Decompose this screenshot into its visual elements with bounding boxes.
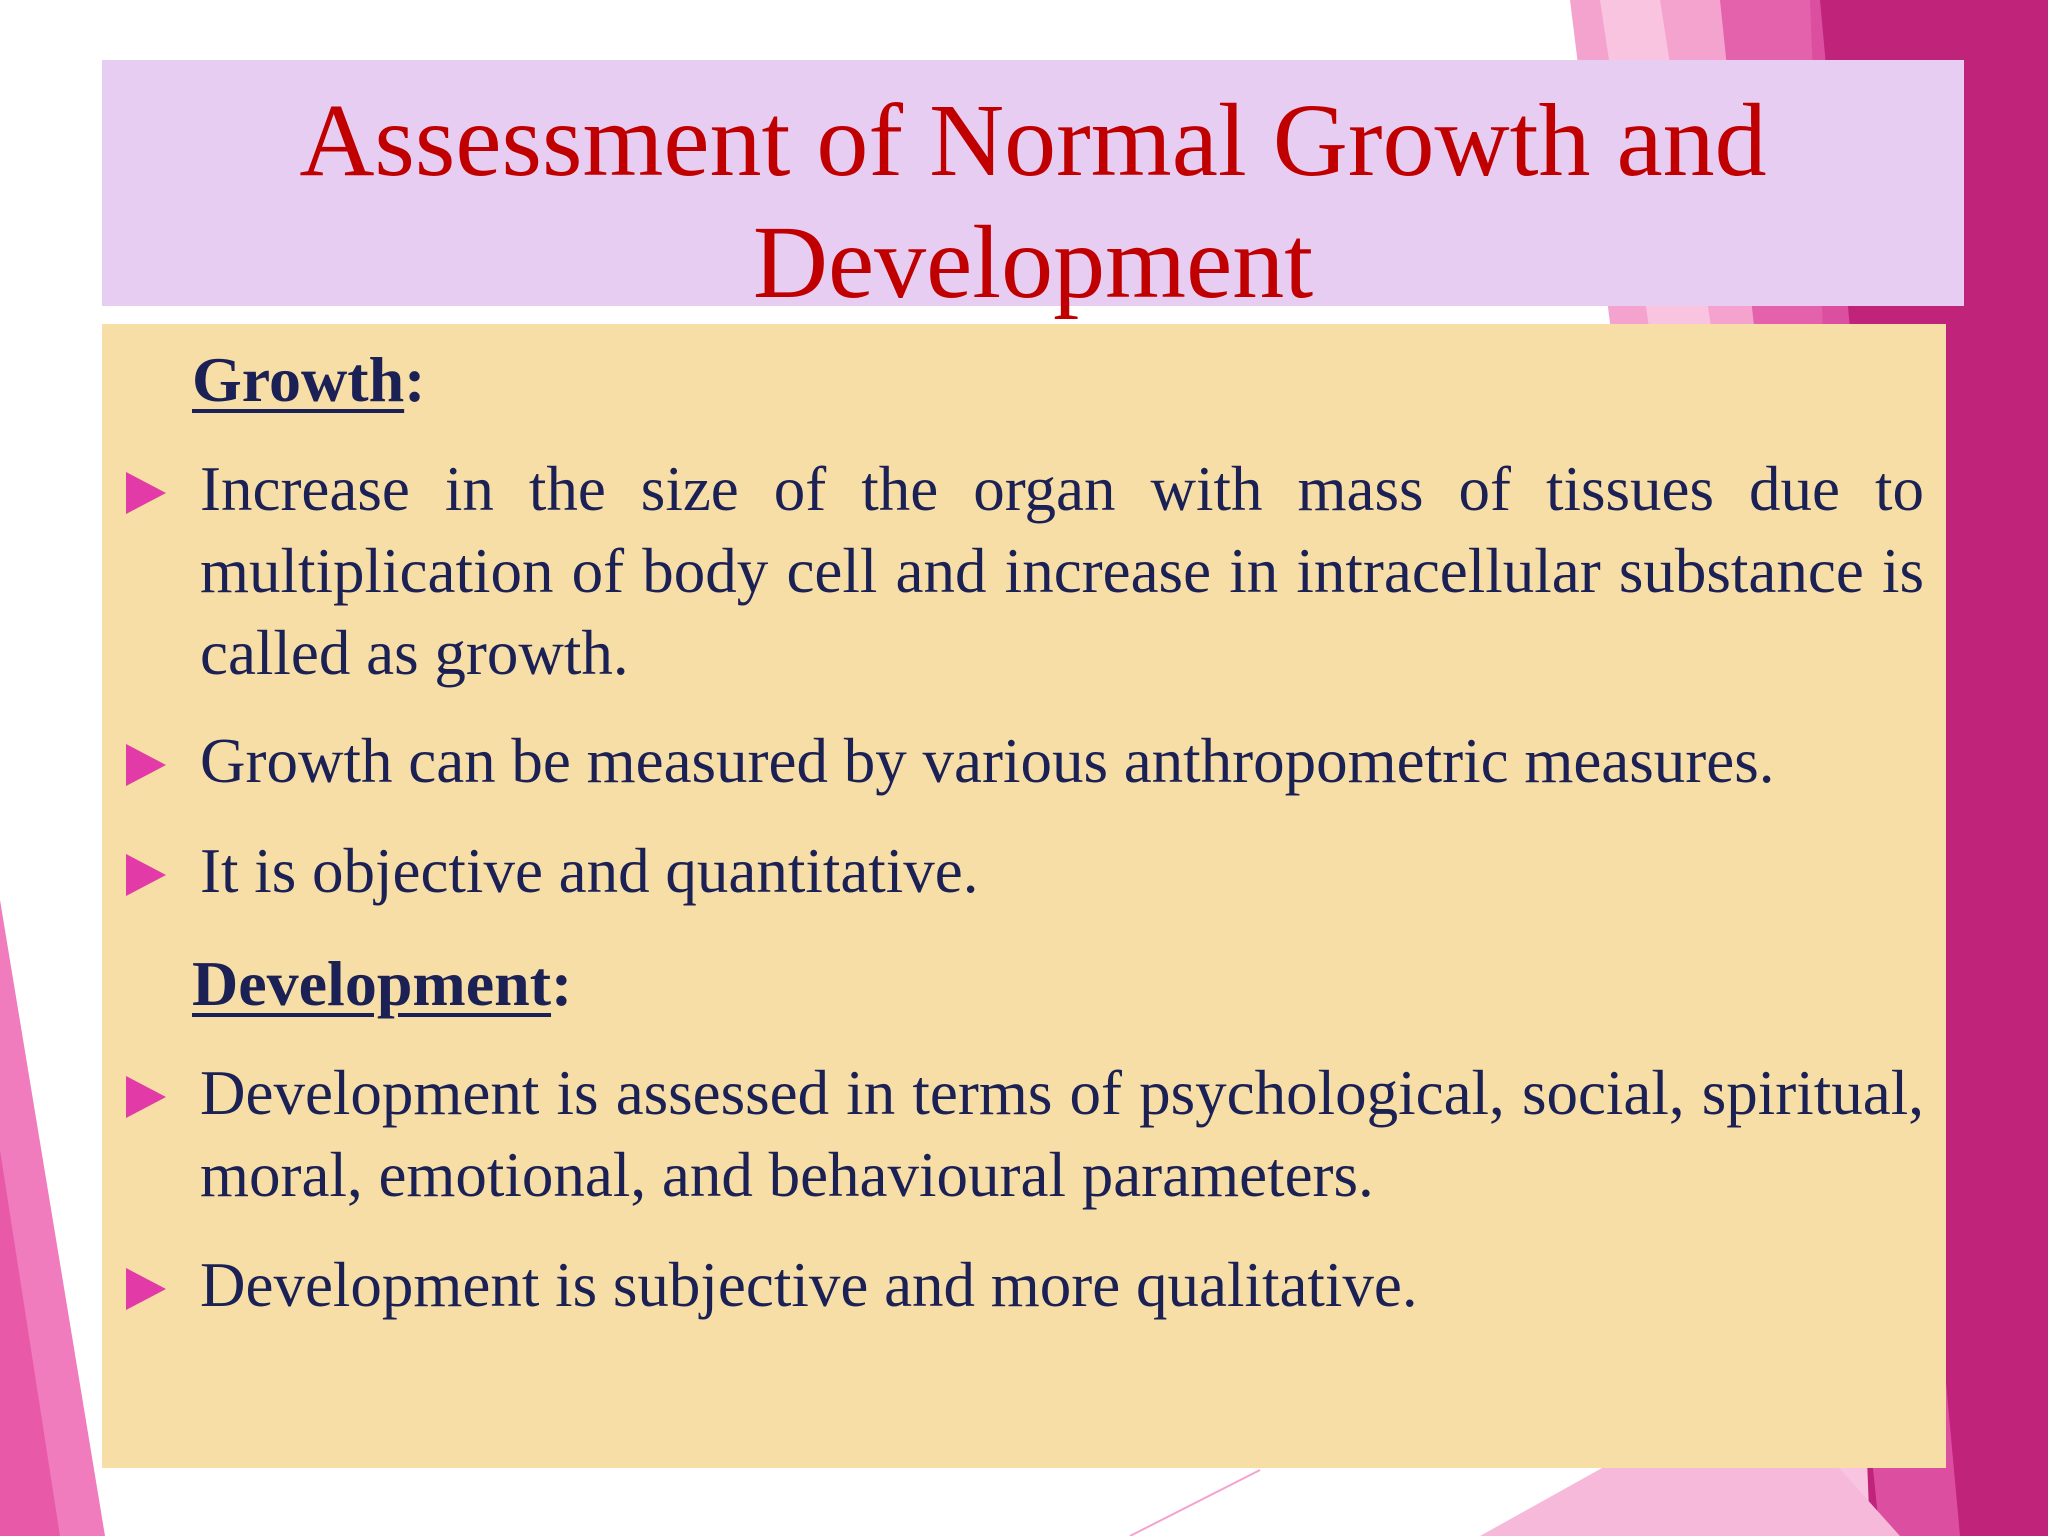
bullet-text: It is objective and quantitative. (200, 836, 979, 906)
heading-label: Growth (192, 344, 405, 415)
bottom-thin-line (1130, 1470, 1260, 1536)
heading-colon: : (551, 948, 573, 1019)
triangle-right-icon (126, 744, 166, 786)
triangle-right-icon (126, 472, 166, 514)
section-heading-development (192, 946, 572, 1022)
triangle-right-icon (126, 1076, 166, 1118)
bullet-text: Development is assessed in terms of psychological, social, spiritual, moral, emotional, and behavioural parameters. (200, 1058, 1924, 1210)
bullet-text: Growth can be measured by various anthropometric measures. (200, 726, 1775, 796)
bullet-text: Development is subjective and more qualitative. (200, 1250, 1418, 1320)
title-banner (102, 60, 1964, 320)
triangle-right-icon (126, 1268, 166, 1310)
heading-colon: : (404, 344, 426, 415)
section-heading-growth (192, 342, 425, 418)
bullet-text: Increase in the size of the organ with mass of tissues due to multiplication of body cell and increase in intracellular substance is called as growth. (200, 454, 1924, 688)
triangle-right-icon (126, 854, 166, 896)
heading-label: Development (192, 948, 552, 1019)
slide-title: Assessment of Normal Growth and Development (299, 83, 1767, 320)
